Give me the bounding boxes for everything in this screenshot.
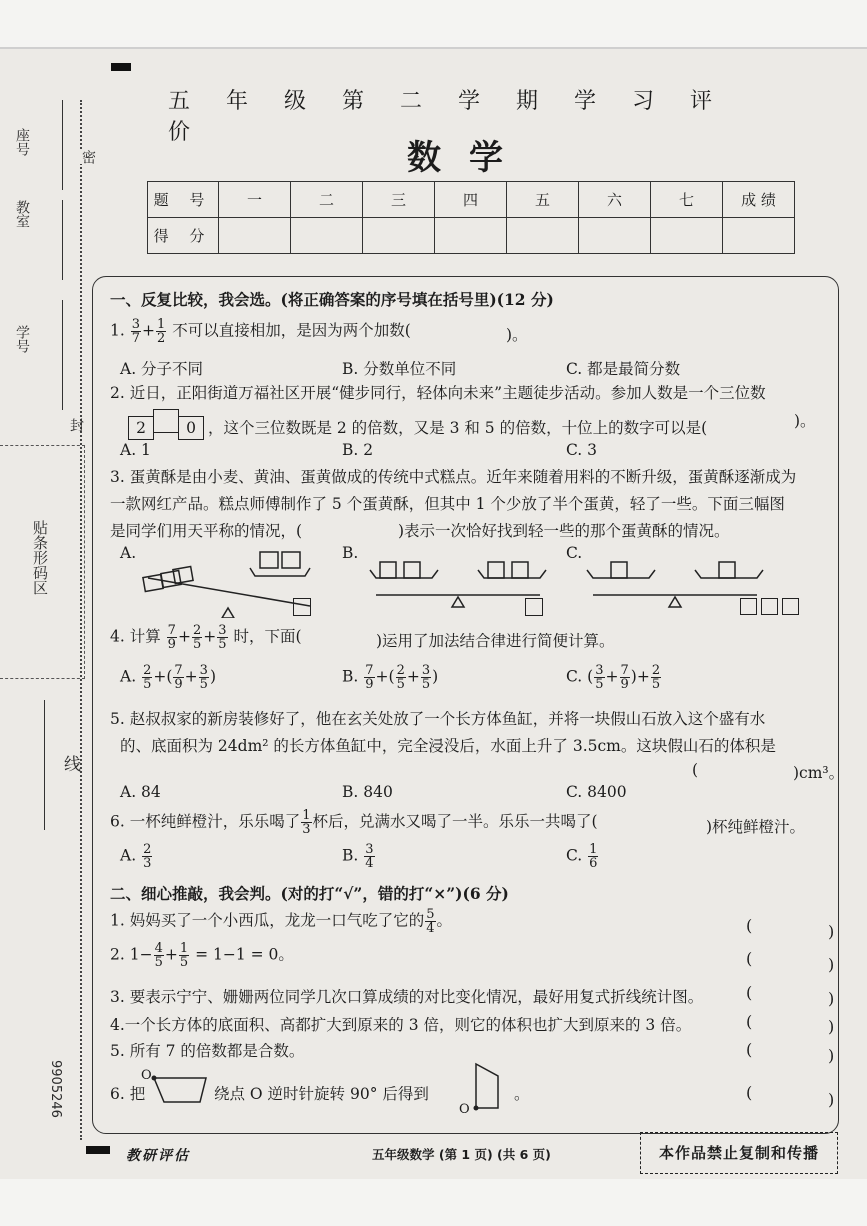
q2-option-c[interactable]: C. 3: [566, 441, 598, 459]
balance-c-spare-cakes: [740, 598, 799, 619]
score-cell: 成 绩: [723, 182, 795, 218]
q2-close: )。: [794, 412, 816, 430]
score-input[interactable]: [435, 218, 507, 254]
score-input[interactable]: [723, 218, 795, 254]
q3-option-b[interactable]: B.: [342, 544, 359, 562]
s2-q2-text: 2. 1−: [110, 945, 153, 964]
footer-mark: [86, 1146, 110, 1154]
q6-post: )杯纯鲜橙汁。: [706, 818, 806, 836]
code-number: 9905246: [48, 1060, 63, 1118]
q6-option-b[interactable]: [342, 843, 376, 870]
s2-q6-text: 6. 把: [110, 1085, 146, 1103]
q3-option-a[interactable]: A.: [120, 544, 137, 562]
score-cell: 七: [651, 182, 723, 218]
footer-page: 五年级数学 (第 1 页) (共 6 页): [372, 1147, 551, 1162]
copyright-stamp: 本作品禁止复制和传播: [640, 1132, 838, 1174]
q5-unit: )cm³。: [793, 764, 845, 782]
fraction: $\frac{3}{4}$: [365, 842, 374, 871]
fraction: $\frac{7}{9}$: [365, 663, 374, 692]
score-cell: 题 号: [148, 182, 219, 218]
fraction: $\frac{1}{6}$: [589, 842, 598, 871]
s2-q1: [110, 908, 452, 935]
score-input[interactable]: [507, 218, 579, 254]
answer-paren-close-6: ): [828, 1090, 835, 1109]
digit-box: 0: [178, 416, 204, 440]
fraction: $\frac{3}{5}$: [218, 623, 227, 652]
student-no-label: 学号: [14, 325, 30, 353]
fraction: $\frac{1}{5}$: [179, 941, 189, 970]
q6-option-c[interactable]: [566, 843, 599, 870]
classroom-line: [62, 200, 63, 280]
subject-title: 数学: [407, 138, 531, 178]
score-input[interactable]: [579, 218, 651, 254]
paper-edge: [0, 47, 867, 49]
q4-text: 时，下面(: [233, 627, 302, 646]
q2-option-b[interactable]: B. 2: [342, 441, 374, 459]
answer-paren-close-4: ): [828, 1017, 835, 1036]
fraction: $\frac{2}{5}$: [651, 663, 661, 692]
answer-paren-open-2[interactable]: (: [746, 949, 753, 968]
answer-paren-open-3[interactable]: (: [746, 983, 753, 1002]
q1-text: 不可以直接相加，是因为两个加数(: [172, 321, 411, 340]
s2-q3: 3. 要表示宁宁、姗姗两位同学几次口算成绩的对比变化情况，最好用复式折线统计图。: [110, 988, 704, 1006]
name-line: [44, 700, 45, 830]
q6-option-a[interactable]: [120, 843, 153, 870]
s2-q6-mid: 绕点 O 逆时针旋转 90° 后得到: [214, 1085, 429, 1103]
fraction: $\frac{7}{9}$: [174, 663, 183, 692]
score-input[interactable]: [219, 218, 291, 254]
digit-box-blank[interactable]: [153, 409, 179, 433]
seat-line: [62, 100, 63, 190]
fraction: $\frac{7}{9}$: [167, 623, 176, 652]
q3-line1: 3. 蛋黄酥是由小麦、黄油、蛋黄做成的传统中式糕点。近年来随着用料的不断升级，蛋黄酥逐渐成为: [110, 468, 797, 486]
score-cell: 六: [579, 182, 651, 218]
seat-label: 座号: [14, 128, 30, 156]
fraction: $\frac{2}{5}$: [396, 663, 405, 692]
q2-line1: 2. 近日，正阳街道万福社区开展“健步同行，轻体向未来”主题徒步活动。参加人数是一个三位数: [110, 384, 766, 402]
exam-title: 五年级第二学期学习评价: [168, 89, 749, 145]
seal-feng: 封: [68, 418, 84, 432]
score-cell: 三: [363, 182, 435, 218]
barcode-label: 贴条形码区: [31, 520, 49, 595]
option-letter: B.: [342, 667, 359, 686]
s2-q6-end: 。: [514, 1085, 530, 1103]
s2-q1-end: 。: [436, 911, 453, 930]
balance-b-diagram: [368, 560, 548, 620]
answer-paren-open-1[interactable]: (: [746, 916, 753, 935]
score-input[interactable]: [363, 218, 435, 254]
q5-option-b[interactable]: B. 840: [342, 783, 393, 801]
digit-box: 2: [128, 416, 154, 440]
q4-number: 4. 计算: [110, 627, 161, 646]
answer-paren-close-3: ): [828, 989, 835, 1008]
q1-option-b[interactable]: B. 分数单位不同: [342, 360, 457, 378]
score-header-row: [148, 182, 795, 218]
score-cell: 五: [507, 182, 579, 218]
fraction: $\frac{3}{5}$: [199, 663, 208, 692]
balance-a-spare-cake: [293, 598, 311, 616]
q3-option-c[interactable]: C.: [566, 544, 583, 562]
option-letter: C.: [566, 846, 583, 865]
fraction: $\frac{3}{7}$: [131, 317, 141, 346]
option-letter: A.: [120, 846, 137, 865]
q2-option-a[interactable]: A. 1: [120, 441, 151, 459]
fraction: $\frac{5}{4}$: [426, 907, 435, 936]
s2-q1-text: 1. 妈妈买了一个小西瓜，龙龙一口气吃了它的: [110, 911, 425, 930]
q5-line2: 的、底面积为 24dm² 的长方体鱼缸中，完全浸没后，水面上升了 3.5cm。这块假山石的体积是: [120, 737, 776, 755]
fraction: $\frac{7}{9}$: [620, 663, 629, 692]
q4-option-c[interactable]: C. ( $\frac{3}{5}$ + $\frac{7}{9}$ )+ $\frac{2}{5}$: [566, 663, 661, 692]
answer-paren-close-1: ): [828, 922, 835, 941]
q5-line1: 5. 赵叔叔家的新房装修好了，他在玄关处放了一个长方体鱼缸，并将一块假山石放入这个盛有水: [110, 710, 766, 728]
score-cell: 得 分: [148, 218, 219, 254]
answer-paren-open-6[interactable]: (: [746, 1083, 753, 1102]
point-o-label: O: [141, 1068, 152, 1083]
q2-line2: [128, 409, 707, 440]
option-letter: B.: [342, 846, 359, 865]
seal-xian: 线: [60, 755, 80, 772]
fraction: $\frac{3}{5}$: [595, 663, 604, 692]
option-letter: C.: [566, 667, 583, 686]
corner-mark: [111, 63, 131, 71]
q5-option-c[interactable]: C. 8400: [566, 783, 627, 801]
score-input[interactable]: [651, 218, 723, 254]
answer-paren-open-5[interactable]: (: [746, 1040, 753, 1059]
q6-text: 6. 一杯纯鲜橙汁，乐乐喝了: [110, 812, 301, 831]
q6-text-mid: 杯后，兑满水又喝了一半。乐乐一共喝了(: [312, 812, 598, 831]
section2-heading: 二、细心推敲，我会判。(对的打“√”，错的打“×”)(6 分): [110, 884, 509, 903]
score-table: [147, 181, 795, 254]
balance-c-diagram: [585, 560, 765, 620]
fraction: $\frac{2}{5}$: [192, 623, 202, 652]
score-cell: 二: [291, 182, 363, 218]
fraction: $\frac{1}{3}$: [302, 808, 311, 837]
classroom-label: 教室: [14, 200, 30, 228]
q1-close: )。: [506, 326, 528, 344]
q4-option-b[interactable]: B. $\frac{7}{9}$ +( $\frac{2}{5}$ + $\frac{3}{5}$ ): [342, 663, 439, 692]
fraction: $\frac{3}{5}$: [421, 663, 431, 692]
q1-option-c[interactable]: C. 都是最简分数: [566, 360, 681, 378]
q5-option-a[interactable]: A. 84: [120, 783, 161, 801]
student-line: [62, 300, 63, 410]
fraction: $\frac{4}{5}$: [154, 941, 163, 970]
rotated-shape: [470, 1060, 510, 1114]
score-cell: 四: [435, 182, 507, 218]
q1-number: 1.: [110, 321, 125, 340]
q3-line3a: 是同学们用天平称的情况，(: [110, 522, 303, 540]
option-letter: A.: [120, 667, 137, 686]
s2-q2-end: = 1−1 = 0。: [190, 945, 294, 964]
trapezoid-shape: [150, 1074, 210, 1108]
q4-option-a[interactable]: A. $\frac{2}{5}$ +( $\frac{7}{9}$ + $\frac{3}{5}$ ): [120, 663, 217, 692]
s2-q6: [110, 1082, 145, 1104]
q2-text: ，这个三位数既是 2 的倍数，又是 3 和 5 的倍数，十位上的数字可以是(: [207, 419, 708, 437]
q5-open: (: [692, 761, 699, 779]
q6-line: [110, 809, 598, 836]
score-input[interactable]: [291, 218, 363, 254]
seal-mi: 密: [80, 150, 96, 164]
q3-line3b: )表示一次恰好找到轻一些的那个蛋黄酥的情况。: [398, 522, 730, 540]
fraction: $\frac{2}{5}$: [143, 663, 152, 692]
q1-line: 1. $\frac{3}{7}$ + $\frac{1}{2}$ 不可以直接相加，是因为两个加数(: [110, 317, 411, 346]
answer-paren-close-2: ): [828, 955, 835, 974]
q3-line2: 一款网红产品。糕点师傅制作了 5 个蛋黄酥，但其中 1 个少放了半个蛋黄，轻了一些。下面三幅图: [110, 495, 785, 513]
answer-paren-open-4[interactable]: (: [746, 1012, 753, 1031]
q4-line: 4. 计算 $\frac{7}{9}$ + $\frac{2}{5}$ + $\frac{3}{5}$ 时，下面(: [110, 623, 302, 652]
s2-q5: 5. 所有 7 的倍数都是合数。: [110, 1042, 305, 1060]
point-o-label-rotated: O: [459, 1102, 470, 1117]
q1-option-a[interactable]: A. 分子不同: [120, 360, 204, 378]
answer-paren-close-5: ): [828, 1046, 835, 1065]
score-cell: 一: [219, 182, 291, 218]
q4-text-post: )运用了加法结合律进行简便计算。: [376, 632, 615, 650]
section1-heading: 一、反复比较，我会选。(将正确答案的序号填在括号里)(12 分): [110, 290, 554, 309]
balance-b-spare-cake: [525, 598, 543, 616]
footer-left: 教研评估: [126, 1148, 190, 1164]
s2-q4: 4.一个长方体的底面积、高都扩大到原来的 3 倍，则它的体积也扩大到原来的 3 倍。: [110, 1016, 692, 1034]
score-row: [148, 218, 795, 254]
s2-q2: 2. 1− $\frac{4}{5}$ + $\frac{1}{5}$ = 1−1 = 0。: [110, 941, 294, 970]
fraction: $\frac{2}{3}$: [143, 842, 152, 871]
fraction: $\frac{1}{2}$: [157, 317, 166, 346]
